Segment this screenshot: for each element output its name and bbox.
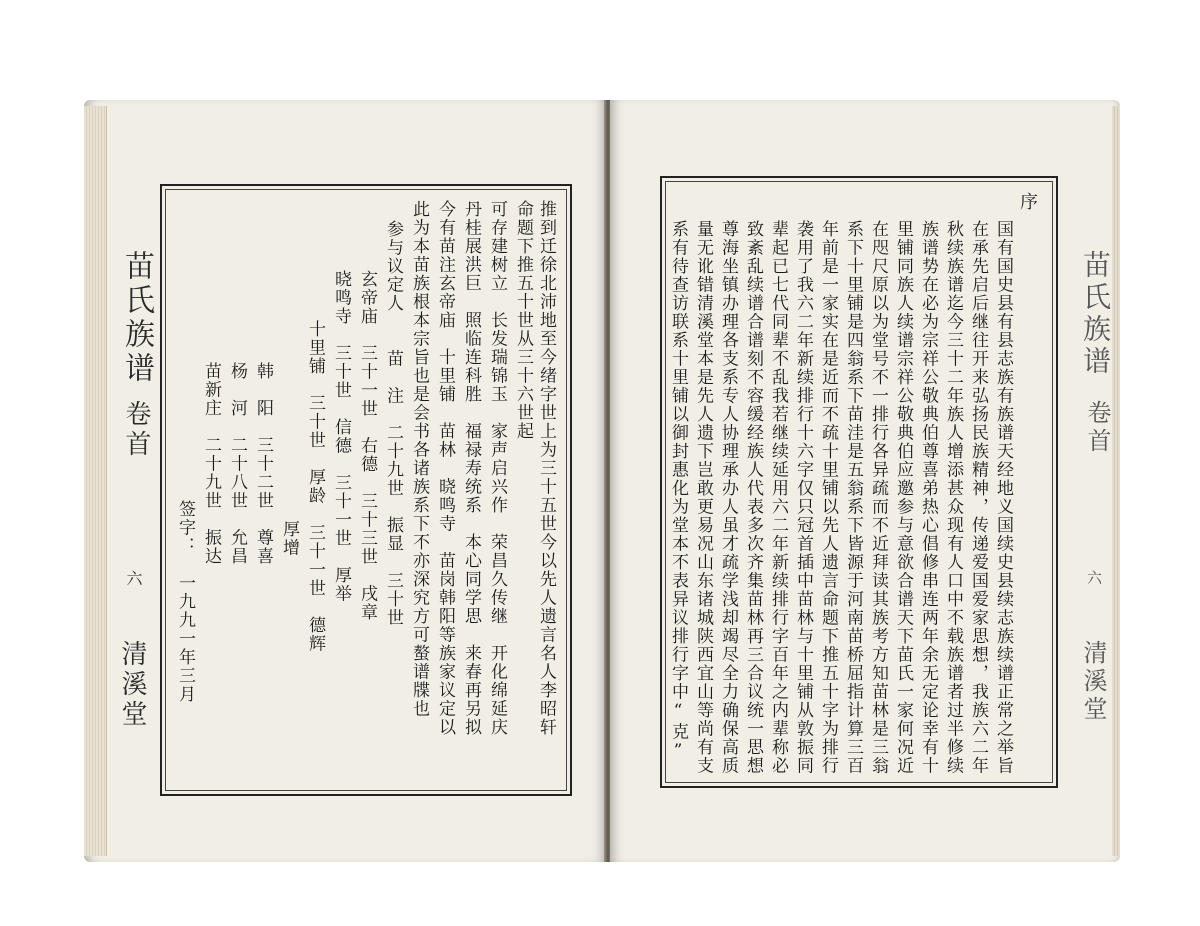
text-column: 在咫尺原以为堂号不一排行各异疏而不近拜读其族考方知苗林是三翁 <box>868 220 888 775</box>
preface-heading: 序 <box>1017 192 1038 212</box>
text-column: 玄帝庙 三十一世 右德 三十三世 戌章 <box>357 270 377 622</box>
text-column: 辈起已七代同辈不乱我若继续延用六二年新续排行字百年之内辈称必 <box>768 220 788 775</box>
text-column: 丹桂展洪巨 照临连科胜 福禄寿统系 本心同学思 来春再另拟 <box>461 200 481 737</box>
text-column: 可存建树立 长发瑞锦玉 家声启兴作 荣昌久传继 开化绵延庆 <box>487 200 507 737</box>
page-edges <box>1112 106 1120 856</box>
right-spine-hall: 清溪堂 <box>1079 640 1107 724</box>
left-spine-title: 苗氏族谱 <box>119 250 154 386</box>
text-column: 命题下推五十世从三十六世起 <box>513 200 533 441</box>
text-column: 里铺同族人续谱宗祥公敬典伯应邀参与意欲合谱天下苗氏一家何况近 <box>893 220 913 775</box>
text-column: 签字： 一九九一年三月 <box>175 500 195 704</box>
text-column: 参与议定人 苗 注 二十九世 振显 三十世 <box>383 220 403 627</box>
left-spine-hall: 清溪堂 <box>117 640 147 730</box>
left-spine-volume: 卷首 <box>121 400 151 460</box>
text-column: 在承先启后继往开来弘扬民族精神，传递爱国爱家思想，我族六二年 <box>968 220 988 775</box>
page-edges <box>84 106 107 856</box>
text-column: 秋续族谱迄今三十二年族人增添甚众现有人口中不载族谱者过半修续 <box>943 220 963 775</box>
text-column: 韩 阳 三十二世 尊喜 <box>253 362 273 566</box>
text-column: 年前是一家实在是近而不疏十里铺以先人遗言命题下推五十字为排行 <box>818 220 838 775</box>
left-spine-page-number: 六 <box>124 570 143 590</box>
text-column: 厚增 <box>279 520 299 557</box>
text-column: 今有苗注玄帝庙 十里铺 苗林 晓鸣寺 苗岗韩阳等族家议定以 <box>435 200 455 737</box>
text-column: 推到迁徐北沛地至今绪字世上为三十五世今以先人遗言名人李昭轩 <box>536 200 556 737</box>
open-book <box>84 100 1120 862</box>
text-column: 量无讹错清溪堂本是先人遗下岂敢更易况山东诸城陕西宜山等尚有支 <box>693 220 713 775</box>
text-column: 晓鸣寺 三十世 信德 三十一世 厚举 <box>331 270 351 603</box>
right-spine-title: 苗氏族谱 <box>1079 250 1112 378</box>
text-column: 国有国史县有县志族有族谱天经地义国续史县续志族续谱正常之举旨 <box>993 220 1013 775</box>
text-column: 尊海坐镇办理各支系专人协理承办人虽才疏学浅却竭尽全力确保高质 <box>718 220 738 775</box>
right-spine-volume: 卷首 <box>1083 400 1111 456</box>
right-spine-page-number: 六 <box>1085 570 1103 589</box>
text-column: 系下十里铺是四翁系下苗洼是五翁系下皆源于河南苗桥屈指计算三百 <box>843 220 863 775</box>
left-page <box>84 100 606 862</box>
text-column: 致紊乱续谱合谱刻不容缓经族人代表多次齐集苗林再三合议统一思想 <box>743 220 763 775</box>
text-column: 十里铺 三十世 厚龄 三十一世 德辉 <box>305 320 325 653</box>
text-column: 系有待查访联系十里铺以御封惠化为堂本不表异议排行字中“克” <box>668 220 688 763</box>
text-column: 杨 河 二十八世 允昌 <box>227 362 247 566</box>
text-column: 袭用了我六二年新续排行十六字仅只冠首插中苗林与十里铺从敦振同 <box>793 220 813 775</box>
text-column: 族谱势在必为宗祥公敬典伯尊喜弟热心倡修串连两年余无定论幸有十 <box>918 220 938 775</box>
right-page <box>610 100 1120 862</box>
text-column: 苗新庄 二十九世 振达 <box>201 362 221 566</box>
text-column: 此为本苗族根本宗旨也是会书各诸族系下不亦深究方可螯谱牒也 <box>409 200 429 718</box>
